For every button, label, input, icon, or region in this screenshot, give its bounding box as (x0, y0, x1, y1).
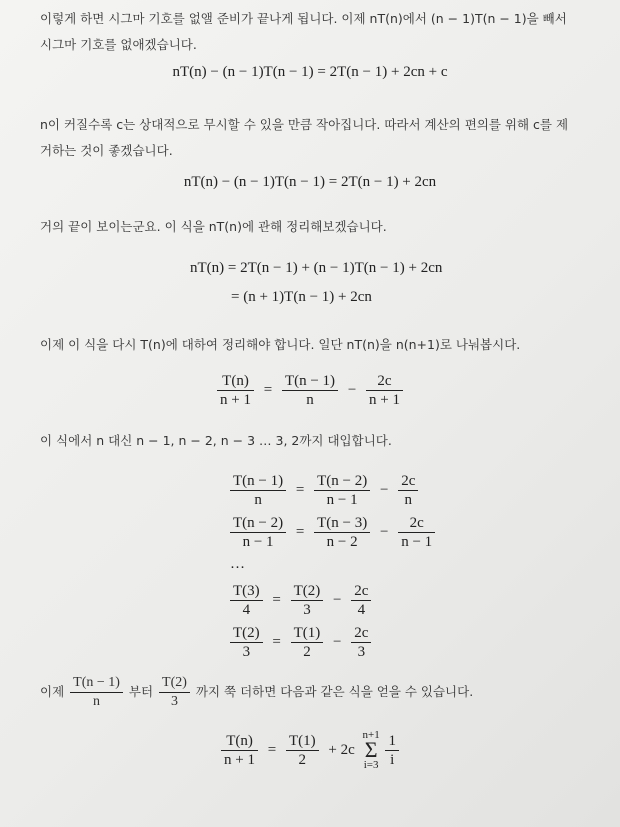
denominator: 4 (357, 602, 366, 618)
equation-8 (228, 624, 373, 661)
numerator: T(n) (217, 372, 254, 391)
equals-sign: = (267, 741, 277, 758)
numerator: 2c (351, 624, 371, 643)
paragraph-6-part-c: 까지 쭉 더하면 다음과 같은 식을 얻을 수 있습니다. (195, 684, 474, 699)
denominator: n (306, 392, 314, 408)
sigma-symbol: Σ (364, 737, 378, 762)
denominator: n (404, 492, 413, 508)
fraction (398, 514, 435, 551)
numerator: T(2) (159, 674, 190, 693)
fraction (230, 514, 286, 551)
denominator: n (93, 694, 101, 709)
denominator: n + 1 (224, 751, 255, 768)
denominator: n − 1 (401, 534, 433, 550)
numerator: T(1) (291, 624, 324, 643)
equals-sign: = (272, 634, 281, 650)
paragraph-2-line-1: n이 커질수록 c는 상대적으로 무시할 수 있을 만큼 작아집니다. 따라서 계산의 편의를 위해 c를 제 (40, 117, 569, 132)
fraction (366, 372, 403, 409)
paragraph-5: 이 식에서 n 대신 n − 1, n − 2, n − 3 … 3, 2까지 대입합니다. (40, 433, 392, 448)
ellipsis: … (230, 556, 245, 572)
summation (363, 730, 380, 770)
minus-sign: − (333, 592, 342, 608)
numerator: T(2) (291, 582, 324, 601)
paragraph-2-line-2: 거하는 것이 좋겠습니다. (40, 143, 173, 158)
equals-sign: = (295, 482, 305, 498)
paragraph-6-part-a: 이제 (40, 684, 65, 699)
sum-lower-limit: i=3 (363, 759, 379, 771)
numerator: T(n − 2) (314, 472, 370, 491)
numerator: 2c (366, 372, 403, 391)
fraction (282, 372, 338, 409)
denominator: 2 (298, 751, 307, 768)
numerator: 1 (385, 732, 399, 751)
numerator: T(3) (230, 582, 263, 601)
fraction (217, 372, 254, 409)
denominator: 4 (242, 602, 251, 618)
minus-sign: − (379, 482, 389, 498)
minus-sign: − (333, 634, 342, 650)
numerator: T(2) (230, 624, 263, 643)
equation-4 (0, 372, 620, 409)
sum-upper-limit: n+1 (362, 729, 380, 741)
equals-sign: = (263, 382, 273, 398)
minus-sign: − (347, 382, 357, 398)
numerator: T(n − 1) (282, 372, 338, 391)
final-equation (0, 730, 620, 770)
denominator: 3 (170, 694, 178, 709)
numerator: 2c (351, 582, 371, 601)
paragraph-2 (40, 112, 600, 164)
denominator: 2 (303, 644, 311, 660)
inline-fraction-2 (159, 674, 190, 711)
denominator: 3 (303, 602, 311, 618)
fraction (314, 514, 370, 551)
denominator: 3 (357, 644, 366, 660)
paragraph-1-line-1: 이렇게 하면 시그마 기호를 없앨 준비가 끝나게 됩니다. 이제 nT(n)에서 (n − 1)T(n − 1)을 빼서 (40, 11, 567, 26)
minus-sign: − (379, 524, 389, 540)
equation-6 (228, 514, 437, 551)
numerator: T(n) (221, 732, 258, 751)
fraction (398, 472, 418, 509)
numerator: T(n − 2) (230, 514, 286, 533)
denominator: i (390, 751, 395, 768)
equation-3-line-1: nT(n) = 2T(n − 1) + (n − 1)T(n − 1) + 2cn (190, 260, 443, 276)
equation-7 (228, 582, 373, 619)
paragraph-4: 이제 이 식을 다시 T(n)에 대하여 정리해야 합니다. 일단 nT(n)을 n(n+1)로 나눠봅시다. (40, 337, 521, 352)
denominator: 3 (242, 644, 251, 660)
fraction (314, 472, 370, 509)
denominator: n − 1 (326, 492, 358, 508)
plus-term: + 2c (328, 741, 355, 758)
fraction (286, 732, 319, 769)
equation-5 (228, 472, 420, 509)
numerator: T(n − 1) (70, 674, 123, 693)
denominator: n (254, 492, 262, 508)
equation-3-line-2: = (n + 1)T(n − 1) + 2cn (231, 289, 372, 305)
denominator: n − 1 (242, 534, 274, 550)
paragraph-3: 거의 끝이 보이는군요. 이 식을 nT(n)에 관해 정리해보겠습니다. (40, 219, 387, 234)
numerator: T(1) (286, 732, 319, 751)
equals-sign: = (295, 524, 305, 540)
denominator: n + 1 (220, 392, 251, 408)
fraction (230, 582, 263, 619)
denominator: n + 1 (369, 392, 400, 408)
inline-fraction-1 (70, 674, 123, 711)
fraction (221, 732, 258, 769)
fraction (351, 624, 371, 661)
paragraph-1 (40, 6, 600, 58)
equals-sign: = (272, 592, 281, 608)
equation-2: nT(n) − (n − 1)T(n − 1) = 2T(n − 1) + 2cn (183, 174, 437, 190)
numerator: T(n − 1) (230, 472, 286, 491)
fraction (385, 732, 399, 769)
fraction (291, 582, 324, 619)
numerator: T(n − 3) (314, 514, 370, 533)
numerator: 2c (398, 472, 418, 491)
numerator: 2c (398, 514, 435, 533)
fraction (291, 624, 324, 661)
fraction (351, 582, 371, 619)
paragraph-6-part-b: 부터 (128, 684, 154, 699)
denominator: n − 2 (326, 534, 358, 550)
equation-1: nT(n) − (n − 1)T(n − 1) = 2T(n − 1) + 2cn + c (172, 64, 448, 80)
paragraph-6 (40, 672, 600, 712)
paragraph-1-line-2: 시그마 기호를 없애겠습니다. (40, 37, 197, 52)
fraction (230, 472, 286, 509)
fraction (230, 624, 263, 661)
